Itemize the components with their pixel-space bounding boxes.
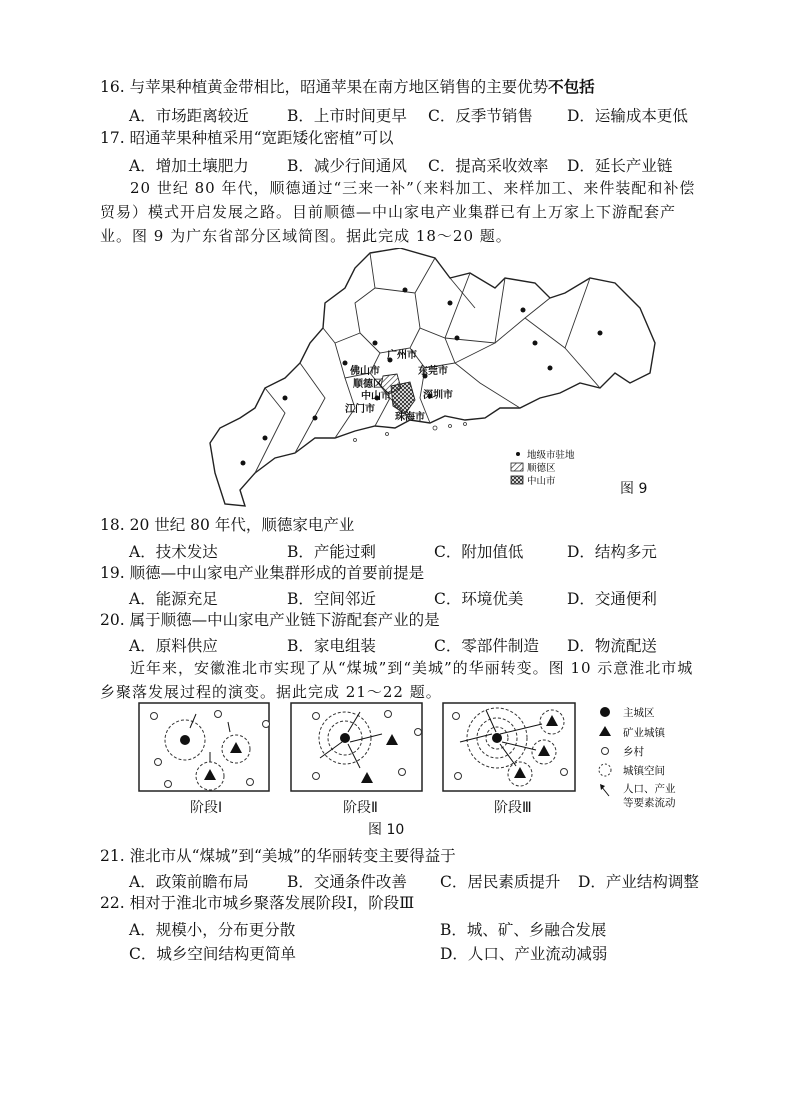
- q22-option-a: A．规模小，分布更分散: [129, 921, 296, 939]
- legend-mining-icon: [599, 726, 611, 736]
- stage-1-label: 阶段Ⅰ: [190, 800, 223, 816]
- q19-option-c: C．环境优美: [434, 590, 524, 608]
- stage-3-panel: [442, 702, 578, 792]
- q17-option-a: A．增加土壤肥力: [129, 157, 249, 175]
- label-guangzhou: 广州市: [387, 350, 417, 361]
- legend-hatch-icon: [511, 463, 523, 471]
- q19-stem: [100, 563, 424, 583]
- stage-2-panel: [290, 702, 424, 792]
- q18-number: 18.: [100, 516, 125, 534]
- q20-stem: [100, 610, 440, 630]
- q17-stem: [100, 128, 393, 148]
- q20-option-c: C．零部件制造: [434, 637, 539, 655]
- q17-option-d: D．延长产业链: [567, 157, 673, 175]
- q21-option-d: D．产业结构调整: [578, 873, 699, 891]
- q19-option-a: A．能源充足: [129, 590, 218, 608]
- q17-stem-text: 昭通苹果种植采用“宽距矮化密植”可以: [129, 129, 394, 147]
- q19-option-d: D．交通便利: [567, 590, 657, 608]
- stage-2-label: 阶段Ⅱ: [343, 800, 378, 816]
- q20-option-b: B．家电组装: [287, 637, 376, 655]
- q18-option-c: C．附加值低: [434, 543, 524, 561]
- q21-option-c: C．居民素质提升: [440, 873, 561, 891]
- q19-number: 19.: [100, 564, 125, 582]
- q18-option-d: D．结构多元: [567, 543, 657, 561]
- legend-main-city-icon: [600, 707, 610, 717]
- q21-option-b: B．交通条件改善: [287, 873, 407, 891]
- q17-number: 17.: [100, 129, 125, 147]
- q22-option-b: B．城、矿、乡融合发展: [440, 921, 607, 939]
- q20-option-a: A．原料供应: [129, 637, 218, 655]
- label-shenzhen: 深圳市: [423, 390, 453, 401]
- label-zhuhai: 珠海市: [395, 412, 425, 423]
- legend-flow-1: 人口、产业: [623, 783, 676, 795]
- label-foshan: 佛山市: [350, 366, 380, 377]
- q18-stem: [100, 515, 354, 535]
- stage-3-label: 阶段Ⅲ: [494, 800, 532, 816]
- figure-10-caption: 图 10: [368, 822, 405, 838]
- q21-option-a: A．政策前瞻布局: [129, 873, 249, 891]
- q22-option-d: D．人口、产业流动减弱: [440, 945, 608, 963]
- legend-dot-icon: [516, 452, 520, 456]
- q18-option-b: B．产能过剩: [287, 543, 376, 561]
- q20-number: 20.: [100, 611, 125, 629]
- q16-stem: [100, 77, 595, 97]
- passage-1: 20 世纪 80 年代，顺德通过“三来一补”（来料加工、来样加工、来件装配和补偿贸易）模式开启发展之路。目前顺德—中山家电产业集群已有上万家上下游配套产业。图 9 为广东省部分区域简图。据此完成 18～20 题。: [100, 179, 696, 245]
- q20-option-d: D．物流配送: [567, 637, 657, 655]
- q17-option-c: C．提高采收效率: [428, 157, 549, 175]
- q21-stem: [100, 846, 456, 866]
- legend-urban-space: 城镇空间: [623, 765, 665, 777]
- legend-shunde: 顺德区: [527, 463, 556, 474]
- q16-option-b: B．上市时间更早: [287, 107, 407, 125]
- legend-zhongshan: 中山市: [527, 476, 556, 487]
- q22-number: 22.: [100, 894, 125, 912]
- legend-urban-space-icon: [599, 764, 611, 776]
- q16-option-c: C．反季节销售: [428, 107, 533, 125]
- q21-number: 21.: [100, 847, 125, 865]
- q20-stem-text: 属于顺德—中山家电产业链下游配套产业的是: [129, 611, 440, 629]
- q16-option-d: D．运输成本更低: [567, 107, 688, 125]
- province-outline: [210, 248, 655, 506]
- q18-option-a: A．技术发达: [129, 543, 218, 561]
- label-jiangmen: 江门市: [345, 404, 375, 415]
- passage-2: 近年来，安徽淮北市实现了从“煤城”到“美城”的华丽转变。图 10 示意淮北市城乡聚落发展过程的演变。据此完成 21～22 题。: [100, 659, 694, 701]
- q16-stem-emphasis: 不包括: [548, 77, 595, 96]
- q22-stem-text: 相对于淮北市城乡聚落发展阶段Ⅰ，阶段Ⅲ: [129, 894, 415, 912]
- q16-option-a: A．市场距离较近: [129, 107, 249, 125]
- q16-stem-text: 与苹果种植黄金带相比，昭通苹果在南方地区销售的主要优势: [129, 78, 549, 96]
- q21-stem-text: 淮北市从“煤城”到“美城”的华丽转变主要得益于: [129, 847, 456, 865]
- q16-number: 16.: [100, 78, 125, 96]
- figure-9-caption: 图 9: [620, 481, 648, 497]
- q19-option-b: B．空间邻近: [287, 590, 376, 608]
- q18-stem-text: 20 世纪 80 年代，顺德家电产业: [129, 516, 355, 534]
- q19-stem-text: 顺德—中山家电产业集群形成的首要前提是: [129, 564, 425, 582]
- legend-flow-2: 等要素流动: [623, 797, 676, 809]
- map-legend: [511, 449, 575, 487]
- label-zhongshan: 中山市: [361, 391, 391, 402]
- label-shunde: 顺德区: [353, 379, 383, 390]
- guangdong-map: [205, 248, 665, 510]
- legend-prefecture: 地级市驻地: [527, 450, 575, 461]
- legend-village: 乡村: [623, 746, 644, 758]
- q17-option-b: B．减少行间通风: [287, 157, 407, 175]
- fig10-legend: [595, 704, 715, 814]
- q22-option-c: C．城乡空间结构更简单: [129, 945, 296, 963]
- legend-village-icon: [602, 748, 609, 755]
- q22-stem: [100, 893, 414, 913]
- label-dongguan: 东莞市: [418, 366, 448, 377]
- legend-main-city: 主城区: [623, 707, 655, 719]
- legend-crosshatch-icon: [511, 476, 523, 484]
- legend-mining-town: 矿业城镇: [623, 727, 665, 739]
